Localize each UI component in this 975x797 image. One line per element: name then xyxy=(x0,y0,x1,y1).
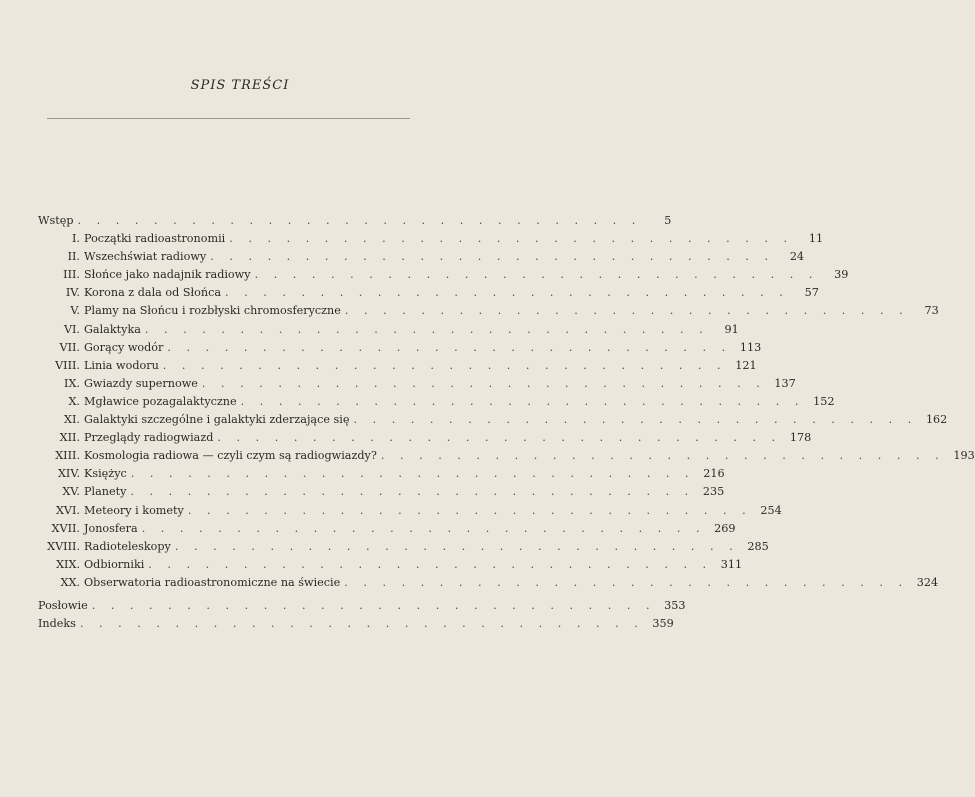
chapter-number: XI. xyxy=(64,413,80,427)
dot-leader: . . . . . . . . . . . . . . . . . . . . . . . . . . . . . . xyxy=(210,250,775,264)
chapter-number: XVIII. xyxy=(47,539,80,553)
page-number: 216 xyxy=(703,467,725,481)
page-number: 359 xyxy=(652,617,674,631)
page-number: 193 xyxy=(953,449,975,463)
chapter-title: Korona z dala od Słońca xyxy=(84,286,222,300)
dot-leader: . . . . . . . . . . . . . . . . . . . . . . . . . . . . . . xyxy=(217,431,782,445)
page-number: 121 xyxy=(735,358,757,372)
toc-entry xyxy=(38,214,672,232)
chapter-title: Odbiorniki xyxy=(84,557,145,571)
table-of-contents xyxy=(38,214,975,635)
toc-entry xyxy=(38,467,725,485)
chapter-number: XV. xyxy=(62,485,80,499)
page-number: 235 xyxy=(702,485,725,499)
chapter-title: Posłowie xyxy=(38,598,88,612)
dot-leader: . . . . . . . . . . . . . . . . . . . . . . . . . . . . . . xyxy=(380,449,945,463)
toc-entry xyxy=(38,394,835,413)
chapter-title: Wszechświat radiowy xyxy=(84,250,207,264)
chapter-title: Kosmologia radiowa — czyli czym są radiogwiazdy? xyxy=(84,449,377,463)
chapter-number: XIII. xyxy=(55,449,80,463)
dot-leader: . . . . . . . . . . . . . . . . . . . . . . . . . . . . . . xyxy=(77,214,642,227)
chapter-number: V. xyxy=(70,304,80,318)
chapter-number: III. xyxy=(63,268,80,282)
page-number: 353 xyxy=(664,598,686,612)
page-number: 311 xyxy=(720,557,743,571)
dot-leader: . . . . . . . . . . . . . . . . . . . . . . . . . . . . . . xyxy=(201,376,766,390)
chapter-title: Księżyc xyxy=(84,467,127,481)
chapter-title: Radioteleskopy xyxy=(84,539,171,553)
chapter-number: VII. xyxy=(59,340,80,354)
dot-leader: . . . . . . . . . . . . . . . . . . . . . . . . . . . . . . xyxy=(130,467,695,481)
toc-entry xyxy=(38,232,824,250)
divider xyxy=(47,118,410,119)
toc-entry xyxy=(38,485,725,503)
toc-entry xyxy=(38,521,736,540)
toc-entry xyxy=(38,358,757,377)
dot-leader: . . . . . . . . . . . . . . . . . . . . . . . . . . . . . . xyxy=(141,521,706,535)
page-number: 113 xyxy=(739,340,762,354)
chapter-title: Linia wodoru xyxy=(84,358,159,372)
toc-entry xyxy=(38,250,805,268)
chapter-title: Galaktyka xyxy=(84,322,141,336)
toc-entry xyxy=(38,268,849,286)
toc-entry xyxy=(38,286,819,304)
dot-leader: . . . . . . . . . . . . . . . . . . . . . . . . . . . . . . xyxy=(162,358,727,372)
toc-entry xyxy=(38,322,739,341)
chapter-title: Wstęp xyxy=(38,214,74,227)
chapter-title: Mgławice pozagalaktyczne xyxy=(84,394,237,408)
dot-leader: . . . . . . . . . . . . . . . . . . . . . . . . . . . . . . xyxy=(353,413,918,427)
dot-leader: . . . . . . . . . . . . . . . . . . . . . . . . . . . . . . xyxy=(79,617,644,631)
chapter-number: X. xyxy=(68,394,80,408)
page-number: 269 xyxy=(714,521,736,535)
dot-leader: . . . . . . . . . . . . . . . . . . . . . . . . . . . . . . xyxy=(130,485,695,499)
dot-leader: . . . . . . . . . . . . . . . . . . . . . . . . . . . . . . xyxy=(254,268,819,282)
chapter-title: Obserwatoria radioastronomiczne na świecie xyxy=(84,575,341,589)
toc-entry xyxy=(38,340,762,359)
toc-entry xyxy=(38,617,674,635)
toc-entry xyxy=(38,557,743,576)
chapter-number: XIV. xyxy=(57,467,80,481)
chapter-number: IX. xyxy=(64,376,80,390)
toc-entry xyxy=(38,376,796,395)
page-number: 39 xyxy=(834,268,849,282)
page-title: SPIS TREŚCI xyxy=(190,78,290,93)
page-number: 254 xyxy=(760,503,782,517)
page-number: 285 xyxy=(747,539,769,553)
dot-leader: . . . . . . . . . . . . . . . . . . . . . . . . . . . . . . xyxy=(167,340,732,354)
dot-leader: . . . . . . . . . . . . . . . . . . . . . . . . . . . . . . xyxy=(344,575,909,589)
chapter-number: XX. xyxy=(60,575,80,589)
chapter-number: VIII. xyxy=(55,358,80,372)
chapter-title: Planety xyxy=(84,485,127,499)
toc-entry xyxy=(38,575,939,594)
toc-entry xyxy=(38,503,782,522)
chapter-title: Indeks xyxy=(38,617,76,631)
page-number: 73 xyxy=(924,304,939,318)
toc-entry xyxy=(38,539,769,558)
page-number: 137 xyxy=(774,376,796,390)
toc-entry xyxy=(38,304,939,322)
chapter-title: Słońce jako nadajnik radiowy xyxy=(84,268,251,282)
page-number: 57 xyxy=(804,286,819,300)
chapter-title: Gorący wodór xyxy=(84,340,164,354)
chapter-number: I. xyxy=(72,232,80,246)
chapter-title: Jonosfera xyxy=(84,521,138,535)
page-number: 178 xyxy=(789,431,812,445)
dot-leader: . . . . . . . . . . . . . . . . . . . . . . . . . . . . . . xyxy=(240,394,805,408)
page-number: 162 xyxy=(925,413,948,427)
toc-entry xyxy=(38,413,948,431)
dot-leader: . . . . . . . . . . . . . . . . . . . . . . . . . . . . . . xyxy=(187,503,752,517)
chapter-number: XVI. xyxy=(55,503,80,517)
page-number: 91 xyxy=(724,322,739,336)
toc-entry xyxy=(38,431,812,449)
dot-leader: . . . . . . . . . . . . . . . . . . . . . . . . . . . . . . xyxy=(174,539,739,553)
page-number: 5 xyxy=(664,214,672,227)
chapter-number: VI. xyxy=(63,322,80,336)
chapter-title: Początki radioastronomii xyxy=(84,232,226,246)
chapter-title: Galaktyki szczególne i galaktyki zderzające się xyxy=(84,413,350,427)
chapter-title: Plamy na Słońcu i rozbłyski chromosferyczne xyxy=(84,304,341,318)
dot-leader: . . . . . . . . . . . . . . . . . . . . . . . . . . . . . . xyxy=(229,232,794,246)
chapter-title: Gwiazdy supernowe xyxy=(84,376,198,390)
page-number: 324 xyxy=(916,575,939,589)
toc-entry xyxy=(38,598,686,617)
dot-leader: . . . . . . . . . . . . . . . . . . . . . . . . . . . . . . xyxy=(225,286,789,300)
dot-leader: . . . . . . . . . . . . . . . . . . . . . . . . . . . . . . xyxy=(344,304,909,318)
chapter-title: Przeglądy radiogwiazd xyxy=(84,431,214,445)
chapter-number: XII. xyxy=(59,431,80,445)
page-number: 11 xyxy=(808,232,824,246)
chapter-number: XVII. xyxy=(51,521,80,535)
chapter-number: II. xyxy=(67,250,80,264)
chapter-number: IV. xyxy=(65,286,80,300)
page-number: 152 xyxy=(813,394,835,408)
dot-leader: . . . . . . . . . . . . . . . . . . . . . . . . . . . . . . xyxy=(91,598,656,612)
dot-leader: . . . . . . . . . . . . . . . . . . . . . . . . . . . . . . xyxy=(148,557,713,571)
page-number: 24 xyxy=(789,250,805,264)
toc-entry xyxy=(38,449,975,467)
chapter-number: XIX. xyxy=(56,557,80,571)
chapter-title: Meteory i komety xyxy=(84,503,184,517)
dot-leader: . . . . . . . . . . . . . . . . . . . . . . . . . . . . . . xyxy=(144,322,709,336)
